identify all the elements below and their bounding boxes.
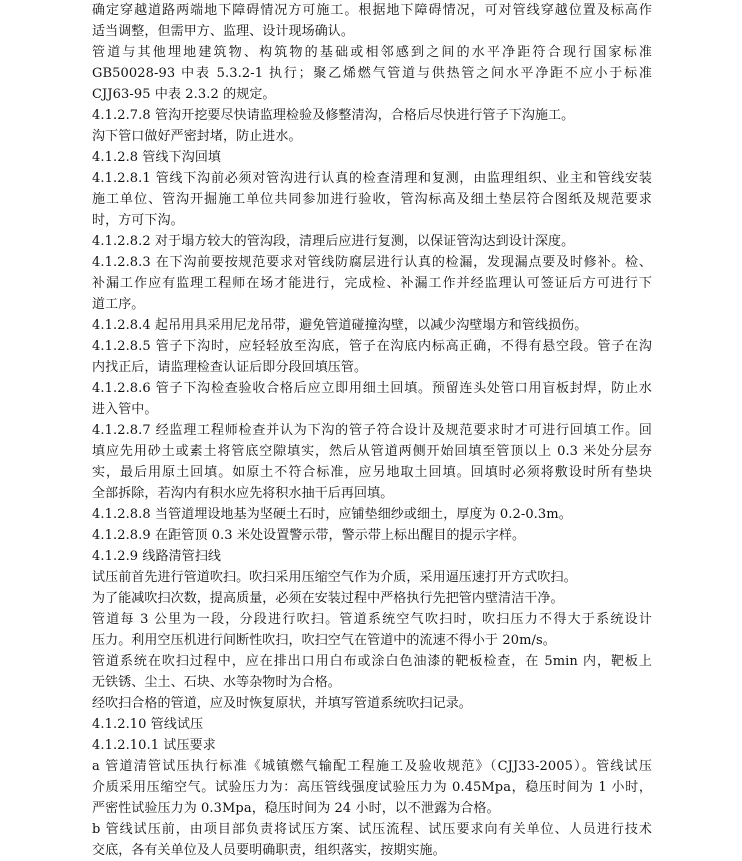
text-line: 填应先用砂土或素土将管底空隙填实，然后从管道两侧开始回填至管顶以上 0.3 米处分层夯 (92, 444, 652, 459)
text-line: 严密性试验压力为 0.3Mpa，稳压时间为 24 小时，以不泄露为合格。 (92, 801, 500, 816)
text-line: 试压前首先进行管道吹扫。吹扫采用压缩空气作为介质，采用逼压速打开方式吹扫。 (92, 570, 577, 585)
text-line: 4.1.2.8.2 对于塌方较大的管沟段，清理后应进行复测，以保证管沟达到设计深度。 (92, 234, 575, 249)
text-line: 时，方可下沟。 (92, 213, 184, 228)
text-line: 4.1.2.8.1 管线下沟前必须对管沟进行认真的检查清理和复测，由监理组织、业主和管线安装 (92, 171, 652, 186)
text-line: 管道与其他埋地建筑物、构筑物的基础或相邻感到之间的水平净距符合现行国家标准 (92, 45, 652, 60)
text-line: 压力。利用空压机进行间断性吹扫，吹扫空气在管道中的流速不得小于 20m/s。 (92, 633, 556, 648)
text-line: 管道每 3 公里为一段，分段进行吹扫。管道系统空气吹扫时，吹扫压力不得大于系统设计 (92, 612, 652, 627)
text-line: 4.1.2.8.6 管子下沟检查验收合格后应立即用细土回填。预留连头处管口用盲板封焊，防止水 (92, 381, 652, 396)
text-line: 4.1.2.8.5 管子下沟时，应轻轻放至沟底，管子在沟底内标高正确，不得有悬空段。管子在沟 (92, 339, 652, 354)
text-line: 适当调整，但需甲方、监理、设计现场确认。 (92, 24, 355, 39)
text-line: 内找正后，请监理检查认证后即分段回填压管。 (92, 360, 368, 375)
text-line: 交底，各有关单位及人员要明确职责，组织落实，按期实施。 (92, 843, 446, 858)
text-line: GB50028-93 中表 5.3.2-1 执行；聚乙烯燃气管道与供热管之间水平净距不应小于标准 (92, 66, 652, 81)
text-line: 为了能减吹扫次数，提高质量，必须在安装过程中严格执行先把管内壁清洁干净。 (92, 591, 564, 606)
text-line: 4.1.2.8.3 在下沟前要按规范要求对管线防腐层进行认真的检漏，发现漏点要及时修补。检、 (92, 255, 652, 270)
text-line: 沟下管口做好严密封堵，防止进水。 (92, 129, 302, 144)
text-line: 4.1.2.8.4 起吊用具采用尼龙吊带，避免管道碰撞沟壁，以减少沟壁塌方和管线损伤。 (92, 318, 588, 333)
text-line: 道工序。 (92, 297, 145, 312)
text-line: 确定穿越道路两端地下障碍情况方可施工。根据地下障碍情况，可对管线穿越位置及标高作 (92, 3, 652, 18)
text-line: 4.1.2.8.7 经监理工程师检查并认为下沟的管子符合设计及规范要求时才可进行回填工作。回 (92, 423, 652, 438)
text-line: b 管线试压前，由项目部负责将试压方案、试压流程、试压要求向有关单位、人员进行技术 (92, 822, 652, 837)
text-line: 经吹扫合格的管道，应及时恢复原状，并填写管道系统吹扫记录。 (92, 696, 472, 711)
text-line: 补漏工作应有监理工程师在场才能进行，完成检、补漏工作并经监理认可签证后方可进行下 (92, 276, 652, 291)
text-line: 实，最后用原土回填。如原土不符合标准，应另地取土回填。回填时必须将敷设时所有垫块 (92, 465, 652, 480)
text-line: 4.1.2.9 线路清管扫线 (92, 549, 222, 564)
text-line: 施工单位、管沟开掘施工单位共同参加进行验收，管沟标高及细土垫层符合图纸及规范要求 (92, 192, 652, 207)
text-line: 介质采用压缩空气。试验压力为：高压管线强度试验压力为 0.45Mpa，稳压时间为 1 小时， (92, 780, 652, 795)
text-line: 4.1.2.10.1 试压要求 (92, 738, 216, 753)
text-line: 4.1.2.10 管线试压 (92, 717, 204, 732)
text-line: 4.1.2.7.8 管沟开挖要尽快请监理检验及修整清沟，合格后尽快进行管子下沟施工。 (92, 108, 575, 123)
text-line: a 管道清管试压执行标准《城镇燃气输配工程施工及验收规范》（CJJ33-2005）。管线试压 (92, 759, 652, 774)
text-line: 无铁锈、尘土、石块、水等杂物时为合格。 (92, 675, 341, 690)
text-line: 全部拆除，若沟内有积水应先将积水抽干后再回填。 (92, 486, 394, 501)
text-line: 4.1.2.8 管线下沟回填 (92, 150, 222, 165)
text-line: 4.1.2.8.9 在距管顶 0.3 米处设置警示带，警示带上标出醒目的提示字样。 (92, 528, 526, 543)
text-line: 4.1.2.8.8 当管道埋设地基为坚硬土石时，应铺垫细纱或细土，厚度为 0.2-0.3m。 (92, 507, 572, 522)
document-page (92, 0, 652, 861)
text-line: 进入管中。 (92, 402, 158, 417)
text-line: CJJ63-95 中表 2.3.2 的规定。 (92, 87, 276, 102)
text-line: 管道系统在吹扫过程中，应在排出口用白布或涂白色油漆的靶板检查，在 5min 内，靶板上 (92, 654, 652, 669)
